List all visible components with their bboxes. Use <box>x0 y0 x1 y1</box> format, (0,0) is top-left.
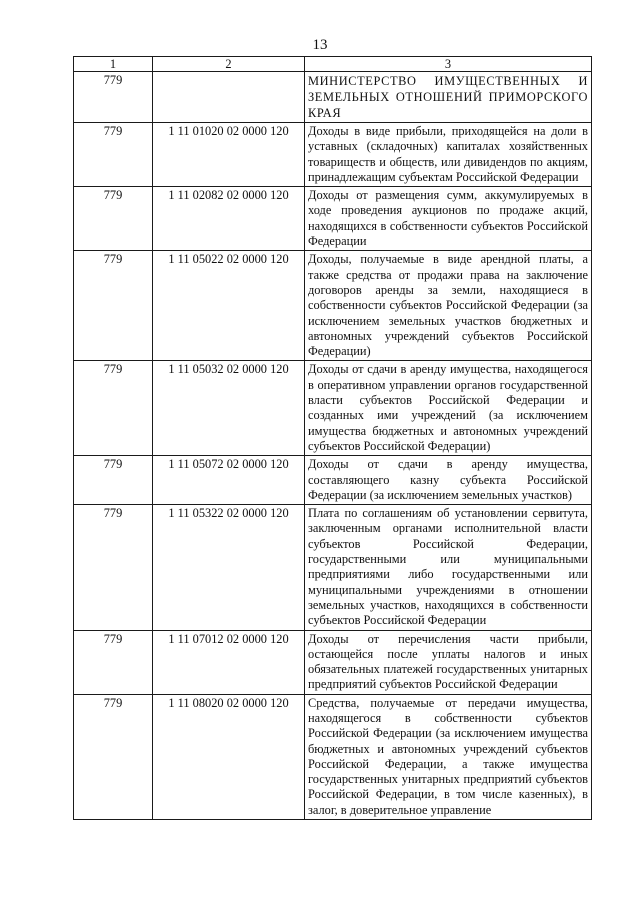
table-row <box>74 505 592 630</box>
revenue-codes-table <box>73 56 592 820</box>
revenue-code-cell: 1 11 05032 02 0000 120 <box>153 361 305 456</box>
revenue-code-cell <box>153 72 305 123</box>
table-row <box>74 251 592 361</box>
admin-code-cell: 779 <box>74 694 153 819</box>
revenue-name-cell: Доходы от сдачи в аренду имущества, составляющего казну субъекта Российской Федерации (за исключением земельных участков) <box>305 456 592 505</box>
admin-code-cell: 779 <box>74 72 153 123</box>
admin-code-cell: 779 <box>74 187 153 251</box>
page-number: 13 <box>312 37 328 53</box>
table-row <box>74 72 592 123</box>
table-row <box>74 694 592 819</box>
admin-code-cell: 779 <box>74 123 153 187</box>
revenue-name-cell: Доходы от размещения сумм, аккумулируемых в ходе проведения аукционов по продаже акций, находящихся в собственности субъектов Российской Федерации <box>305 187 592 251</box>
revenue-name-cell: Доходы, получаемые в виде арендной платы, а также средства от продажи права на заключение договоров аренды за земли, находящиеся в собственности субъектов Российской Федерации (за исключением земельных участков бюджетных и автономных учреждений субъектов Российской Федерации) <box>305 251 592 361</box>
admin-code-cell: 779 <box>74 361 153 456</box>
revenue-code-cell: 1 11 05322 02 0000 120 <box>153 505 305 630</box>
table-row <box>74 361 592 456</box>
header-col-3: 3 <box>305 57 592 72</box>
table-row <box>74 630 592 694</box>
table-row <box>74 187 592 251</box>
revenue-code-cell: 1 11 07012 02 0000 120 <box>153 630 305 694</box>
admin-code-cell: 779 <box>74 505 153 630</box>
revenue-code-cell: 1 11 02082 02 0000 120 <box>153 187 305 251</box>
revenue-name-cell: Средства, получаемые от передачи имущества, находящегося в собственности субъектов Российской Федерации (за исключением имущества бюджетных и автономных учреждений субъектов Российской Федерации, а также имущества государственных унитарных предприятий субъектов Российской Федерации, в том числе казенных), в залог, в доверительное управление <box>305 694 592 819</box>
header-col-2: 2 <box>153 57 305 72</box>
table-header-row <box>74 57 592 72</box>
table-row <box>74 456 592 505</box>
revenue-code-cell: 1 11 01020 02 0000 120 <box>153 123 305 187</box>
revenue-name-cell: Доходы от сдачи в аренду имущества, находящегося в оперативном управлении органов государственной власти субъектов Российской Федерации и созданных ими учреждений (за исключением имущества бюджетных и автономных учреждений субъектов Российской Федерации) <box>305 361 592 456</box>
admin-code-cell: 779 <box>74 630 153 694</box>
admin-code-cell: 779 <box>74 456 153 505</box>
ministry-heading-cell: МИНИСТЕРСТВО ИМУЩЕСТВЕННЫХ И ЗЕМЕЛЬНЫХ ОТНОШЕНИЙ ПРИМОРСКОГО КРАЯ <box>305 72 592 123</box>
header-col-1: 1 <box>74 57 153 72</box>
revenue-code-cell: 1 11 05072 02 0000 120 <box>153 456 305 505</box>
revenue-code-cell: 1 11 08020 02 0000 120 <box>153 694 305 819</box>
revenue-code-cell: 1 11 05022 02 0000 120 <box>153 251 305 361</box>
admin-code-cell: 779 <box>74 251 153 361</box>
table-row <box>74 123 592 187</box>
revenue-name-cell: Доходы от перечисления части прибыли, остающейся после уплаты налогов и иных обязательных платежей государственных унитарных предприятий субъектов Российской Федерации <box>305 630 592 694</box>
revenue-name-cell: Доходы в виде прибыли, приходящейся на доли в уставных (складочных) капиталах хозяйственных товариществ и обществ, или дивидендов по акциям, принадлежащим субъектам Российской Федерации <box>305 123 592 187</box>
revenue-name-cell: Плата по соглашениям об установлении сервитута, заключенным органами исполнительной власти субъектов Российской Федерации, государственными или муниципальными предприятиями либо государственными или муниципальными учреждениями в отношении земельных участков, находящихся в собственности субъектов Российской Федерации <box>305 505 592 630</box>
